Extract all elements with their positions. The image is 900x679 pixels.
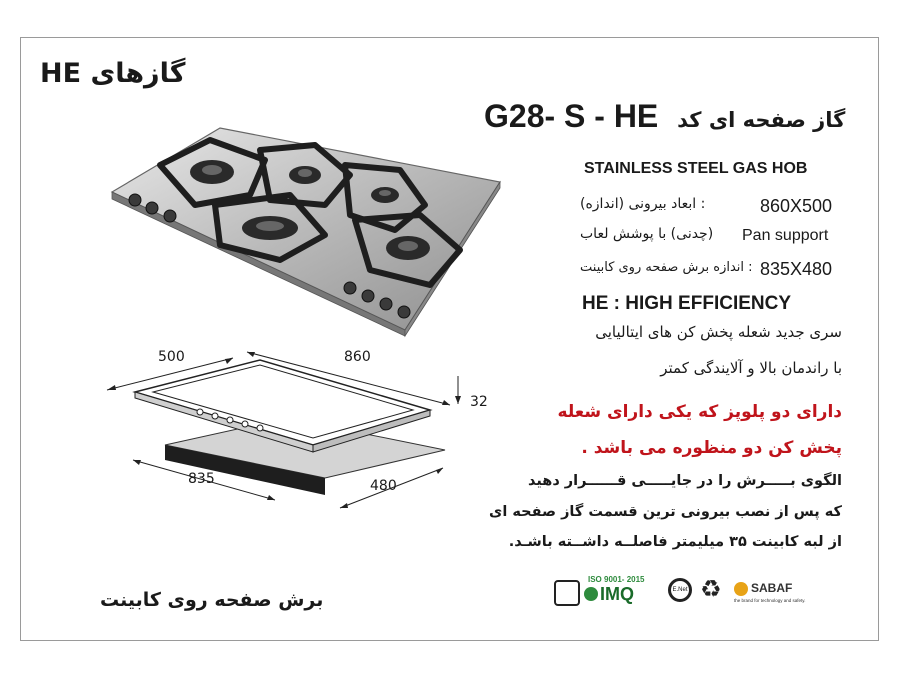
model-heading (484, 98, 845, 135)
recycle-icon: ♻ (700, 575, 722, 603)
dimensions-value: 860X500 (760, 196, 833, 216)
instruction-line-1: الگوی بـــــرش را در جایـــــی قــــــرار دهید (527, 473, 842, 489)
pan-support-label: Pan support (742, 227, 829, 244)
dim-480-label: 480 (370, 478, 397, 494)
efficiency-heading: HE : HIGH EFFICIENCY (582, 293, 792, 314)
series-desc-2: با راندمان بالا و آلایندگی کمتر (660, 359, 842, 377)
enet-text: E.Net (672, 587, 688, 593)
instruction-line-2: که پس از نصب بیرونی ترین قسمت گاز صفحه ای (489, 504, 842, 520)
diagram-caption: برش صفحه روی کابینت (100, 589, 324, 611)
dim-835-label: 835 (188, 471, 215, 487)
sabaf-logo (734, 580, 814, 606)
cutout-dimension-diagram (95, 330, 505, 520)
cutout-label: : اندازه برش صفحه روی کابینت (580, 260, 753, 275)
model-label: گاز صفحه ای کد (677, 108, 846, 132)
sabaf-text: SABAF (751, 581, 793, 595)
dim-500-label: 500 (158, 349, 185, 365)
dim-860-label: 860 (344, 349, 371, 365)
imq-iso-logo (582, 575, 662, 607)
imq-text: IMQ (600, 584, 634, 604)
cutout-value: 835X480 (760, 259, 833, 279)
series-title: گازهای HE (40, 58, 186, 89)
model-code: G28- S - HE (484, 98, 659, 134)
enet-logo (668, 578, 692, 602)
highlight-line-2: پخش کن دو منظوره می باشد . (581, 438, 842, 458)
product-type: STAINLESS STEEL GAS HOB (584, 160, 808, 177)
dimensions-label: : ابعاد بیرونی (اندازه) (580, 196, 706, 212)
dim-32-label: 32 (470, 394, 488, 410)
imq-globe-icon (584, 587, 598, 601)
pan-support-desc: (چدنی) با پوشش لعاب (580, 226, 714, 242)
instruction-line-3: از لبه کابینت ۳۵ میلیمتر فاصلــه داشــته باشـد. (508, 534, 842, 550)
highlight-line-1: دارای دو پلوپز که یکی دارای شعله (557, 402, 842, 422)
sabaf-tagline: the brand for technology and safety. (734, 598, 806, 603)
sabaf-sun-icon (734, 582, 748, 596)
series-desc-1: سری جدید شعله پخش کن های ایتالیایی (595, 323, 842, 341)
iso-text: ISO 9001- 2015 (588, 575, 645, 584)
gas-hob-illustration (100, 120, 510, 340)
standard-mark-icon (554, 580, 580, 606)
